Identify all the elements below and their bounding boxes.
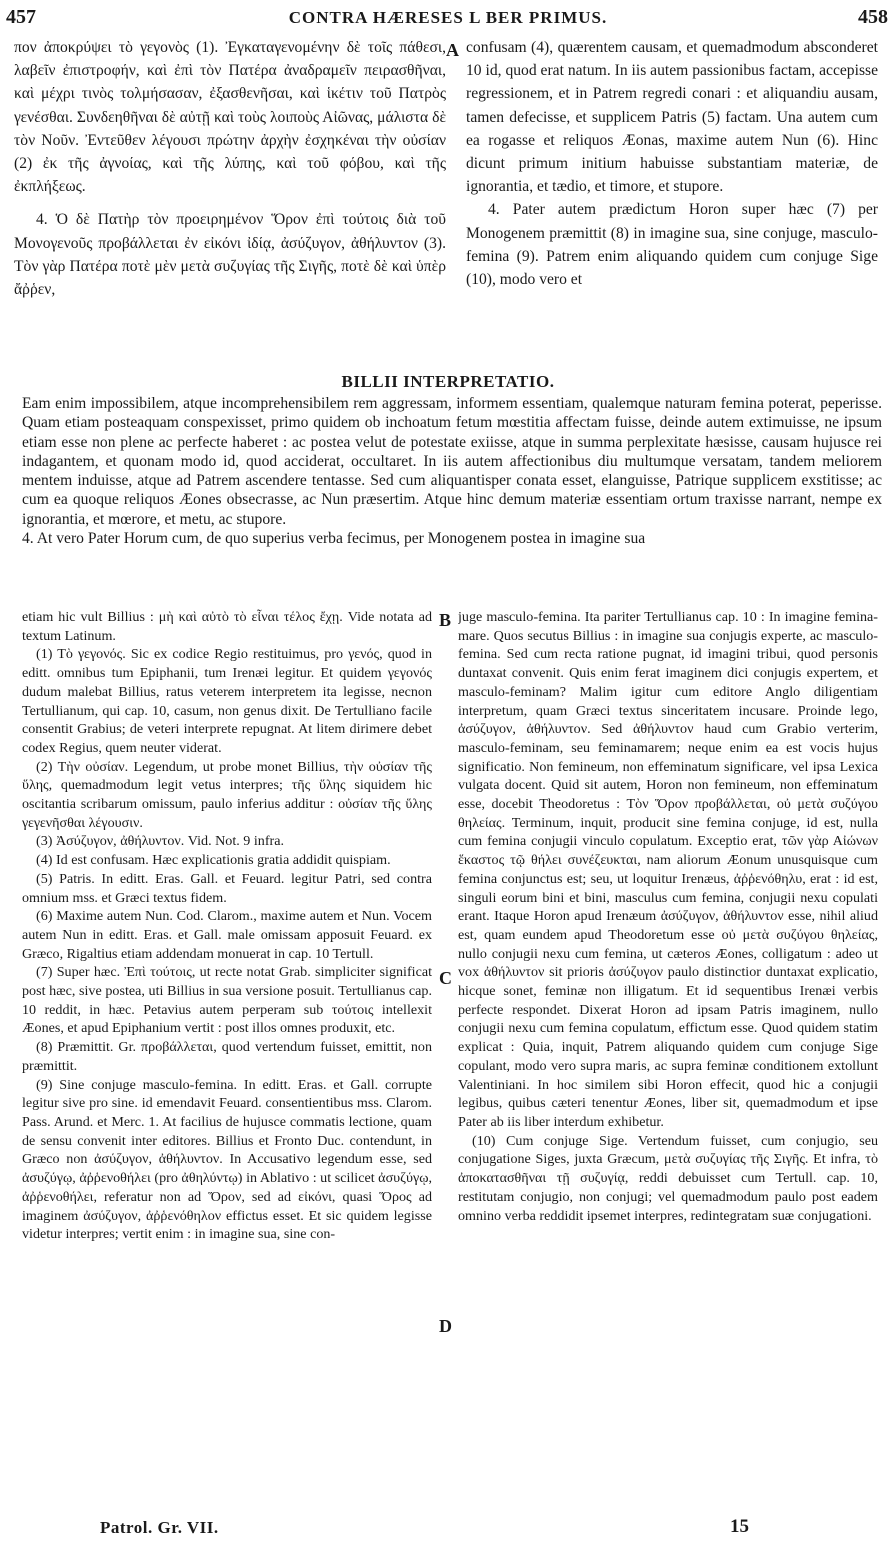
footnote: (4) Id est confusam. Hæc explicationis gratia addidit quispiam. [36, 852, 391, 869]
margin-marker-b: B [439, 610, 452, 630]
page-number-left: 457 [6, 6, 36, 28]
footnote: (6) Maxime autem Nun. Cod. Clarom., maxime autem et Nun. Vocem autem Nun in editt. Eras. et Gall. male omissam apposuit Feuard. ex Græco, Rigaltius etiam addendam monuerat in cap. 10 Tertull. [22, 908, 432, 962]
section-heading: BILLII INTERPRETATIO. [341, 372, 555, 391]
latin-paragraph: confusam (4), quærentem causam, et quemadmodum absconderet 10 id, quod erat natum. In iis autem passionibus factam, accepisse regressionem, et in Patrem regredi conari : et aliquandiu ausam, tamen defecisse, et supplicem Patris (5) factam. Una autem cum ea rogasse et reliquos Æonas, maxime autem Nun (6). Hinc dicunt primum initium habuisse substantiam materiæ, de ignorantia, et tædio, et timore, et stupore. [466, 39, 878, 196]
notes-column-left [22, 608, 432, 1244]
greek-paragraph: πον ἀποκρύψει τὸ γεγονὸς (1). Ἐγκαταγενομένην δὲ τοῖς πάθεσι, λαβεῖν ἐπιστροφήν, καὶ ἐπὶ τὸν Πατέρα ἀναδραμεῖν πειρασθῆναι, καὶ μέχρι τινὸς τολμήσασαν, ἐξασθενῆσαι, καὶ ἱκέτιν τοῦ Πατρὸς γενέσθαι. Συνδεηθῆναι δὲ αὐτῇ καὶ τοὺς λοιποὺς Αἰῶνας, μάλιστα δὲ τὸν Νοῦν. Ἐντεῦθεν λέγουσι πρώτην ἀρχὴν ἐσχηκέναι τὴν οὐσίαν (2) ἐκ τῆς ἀγνοίας, καὶ τῆς λύπης, καὶ τοῦ φόβου, καὶ τῆς ἐκπλήξεως. [14, 39, 446, 196]
footnote: (5) Patris. In editt. Eras. Gall. et Feuard. legitur Patri, sed contra omnium mss. et Græci textus fidem. [22, 870, 432, 906]
running-title: CONTRA HÆRESES L BER PRIMUS. [288, 8, 608, 27]
interpretation-paragraph: 4. At vero Pater Horum cum, de quo superius verba fecimus, per Monogenem postea in imagine sua [22, 530, 646, 548]
footnote: (3) Ἀσύζυγον, ἀθήλυντον. Vid. Not. 9 infra. [36, 833, 285, 850]
greek-text-column [14, 36, 446, 301]
footnote: (8) Præmittit. Gr. προβάλλεται, quod vertendum fuisset, emittit, non præmittit. [22, 1039, 432, 1074]
margin-marker-c: C [439, 968, 452, 988]
billii-interpretation [22, 394, 882, 548]
footnote: etiam hic vult Billius : μὴ καὶ αὐτὸ τὸ εἶναι τέλος ἔχῃ. Vide notata ad textum Latinum. [22, 609, 432, 644]
footer-signature: 15 [730, 1516, 749, 1537]
footnote: juge masculo-femina. Ita pariter Tertullianus cap. 10 : In imagine femina-mare. Quos secutus Billius : in imagine sua conjugis experte, ac masculo-femina. Sed cum recta ratione pugnat, id imagini tribui, quod personis duntaxat convenit. Quis enim ferat imaginem dici conjugis expertem, et masculo-feminam? Malim igitur cum editore Anglo diligentiam interpretum, quam Græci textus sinceritatem incusare. Proinde lego, ἀσύζυγον, ἀθήλυντον. Sed ἀθήλυντον haud cum Grabio verterim, masculo-feminam, seu feminamarem; neque enim ea est vocis hujus significatio. Non femineum, non effeminatum significare, vel ipsa Lexica vulgata docent. Quid sit autem, Horon non femineum, non effeminatum esse, docebit Theodoretus : Τὸν Ὅρον προβάλλεται, οὐ μετὰ συζύγου θηλείας. Terminum, inquit, producit sine femina conjuge, id est, nulla cum femina conjugii vinculo copulatum. Exceptio erat, τῶν γὰρ Αἰώνων ἕκαστος τῷ θήλει συνέζευκται, nam aliorum Æonum unusquisque cum femina conjunctus est; seu, ut loquitur Irenæus, ἀῤῥενόθηλυ, erat : id est, singuli eorum bini et bini, masculus cum femina, conjugii nexu copulati erant. Itaque Horon apud Irenæum ἀσύζυγον, ἀθήλυντον esse, nihil aliud est, quam eundem apud Theodoretum esse οὐ μετὰ συζύγου θηλείας, nullo conjugii nexu cum femina, ut cæteros Æones, colligatum : adeo ut vox ἀθήλυντον sit prioris ἀσύζυγον paulo distinctior duntaxat explicatio, hicque sonet, feminæ non illigatum. Et id sequentibus Irenæi verbis perfecte respondet. Dixerat Horon ad ipsam Patris imaginem, nullo conjugii nexu cum femina copulatum, effictum esse. Quod quidem statim explicat : Quia, inquit, Patrem aliquando quidem cum conjuge Sige copulant, modo vero supra maris, ac supra feminæ conditionem extollunt Valentiniani. In hoc similem sibi Horon effecit, quod hic a conjugii legibus, quibus cæteri tenentur Æones, liber sit, quemadmodum et ipse Pater ab iis liber interdum exhibetur. [458, 609, 878, 1130]
running-header [0, 4, 896, 32]
margin-marker-d: D [439, 1316, 452, 1336]
greek-paragraph: 4. Ὁ δὲ Πατὴρ τὸν προειρημένον Ὅρον ἐπὶ τούτοις διὰ τοῦ Μονογενοῦς προβάλλεται ἐν εἰκόνι ἰδίᾳ, ἀσύζυγον, ἀθήλυντον (3). Τὸν γὰρ Πατέρα ποτὲ μὲν μετὰ συζυγίας τῆς Σιγῆς, ποτὲ δὲ καὶ ὑπὲρ ἄῤῥεν, [14, 211, 446, 299]
footnote: (2) Τὴν οὐσίαν. Legendum, ut probe monet Billius, τὴν οὐσίαν τῆς ὕλης, quemadmodum legit vetus interpres; τῆς ὕλης siquidem hic oscitantia scribarum omissum, paulo inferius additur : οὐσίαν τῆς ὕλης γεγενῆσθαι λέγουσιν. [22, 758, 432, 831]
latin-text-column [466, 36, 878, 291]
footnote: (7) Super hæc. Ἐπὶ τούτοις, ut recte notat Grab. simpliciter significat post hæc, sive postea, uti Billius in sua versione posuit. Tertullianus cap. 10 reddit, in hæc. Petavius autem perperam sub τούτοις intellexit Æones, et apud Epiphanium vertit : post illos omnes produxit, etc. [22, 964, 432, 1037]
notes-column-right [458, 608, 878, 1225]
footnote: (1) Τὸ γεγονός. Sic ex codice Regio restituimus, pro γενός, quod in editt. omnibus tum Epiphanii, tum Irenæi legitur. Et quidem γεγονός dudum malebat Billius, ratus veterem interpretem ita legisse, necnon Tertullianum, qui cap. 10, casum, non genus dixit. De Tertulliano facile consentit Grabius; de veteri interprete repugnat. At litem dirimere debet codex Regius, quem neuter viderat. [22, 646, 432, 756]
footer-volume: Patrol. Gr. VII. [100, 1518, 219, 1537]
footnote: (9) Sine conjuge masculo-femina. In editt. Eras. et Gall. corrupte legitur sive pro sine. id emendavit Feuard. consentientibus mss. Clarom. Pass. Arund. et Merc. 1. At facilius de hujusce commatis lectione, quam de sensu convenit inter editores. Billius et Fronto Duc. contendunt, in Græco non ἀσύζυγον, ἀθήλυντον. In Accusativo legendum esse, sed ἀσυζύγῳ, ἀῤῥενοθήλει (pro ἀθηλύντῳ) in Ablativo : ut scilicet ἀσυζύγῳ, ἀῤῥενοθήλει, referatur non ad Ὅρον, sed ad εἰκόνι, quasi Ὅρος ad imaginem ἀσύζυγον, ἀῤῥενόθηλον effictus esset. Et sic quidem legisse videtur interpres; vertit enim : in imagine sua, sine con- [22, 1076, 432, 1243]
margin-marker-a: A [446, 40, 459, 60]
footnote: (10) Cum conjuge Sige. Vertendum fuisset, cum conjugio, seu conjugatione Siges, juxta Græcum, μετὰ συζυγίας τῆς Σιγῆς. Et infra, τὸ ἀποκατασθῆναι τῇ συζυγίᾳ, reddi debuisset cum Tertull. cap. 10, restitutam conjugio, non conjugi; vel quemadmodum paulo post eadem omnino verba reddidit ipsemet interpres, redintegratam suæ conjugationi. [458, 1132, 878, 1224]
latin-paragraph: 4. Pater autem prædictum Horon super hæc (7) per Monogenem præmittit (8) in imagine sua, sine conjuge, masculo-femina (9). Patrem enim aliquando quidem cum conjuge Sige (10), modo vero et [466, 201, 878, 289]
page-number-right: 458 [858, 6, 888, 28]
interpretation-paragraph: Eam enim impossibilem, atque incomprehensibilem rem aggressam, informem essentiam, qualemque naturam femina poterat, peperisse. Quam etiam posteaquam conspexisset, primo quidem ob inchoatum fetum mœstitia affectam fuisse, deinde autem extimuisse, ne ipsum etiam esse non plene ac perfecte haberet : ac postea velut de potestate exiisse, atque in summa perplexitate hæsisse, causam hujusce rei indagantem, et quonam modo id, quod acciderat, occultaret. In iis autem affectionibus diu multumque versatam, tandem meliorem mentem induisse, atque ad Patrem ascendere tentasse. Sed cum aliquantisper conata esset, elanguisse, Patrique supplicem exstitisse; ac cum ea quoque reliquos Æones obsecrasse, ac Nun præsertim. Atque hinc demum materiæ essentiam ortum traxisse narrant, nempe ex ignorantia, et mœrore, et metu, ac stupore. [22, 395, 882, 528]
